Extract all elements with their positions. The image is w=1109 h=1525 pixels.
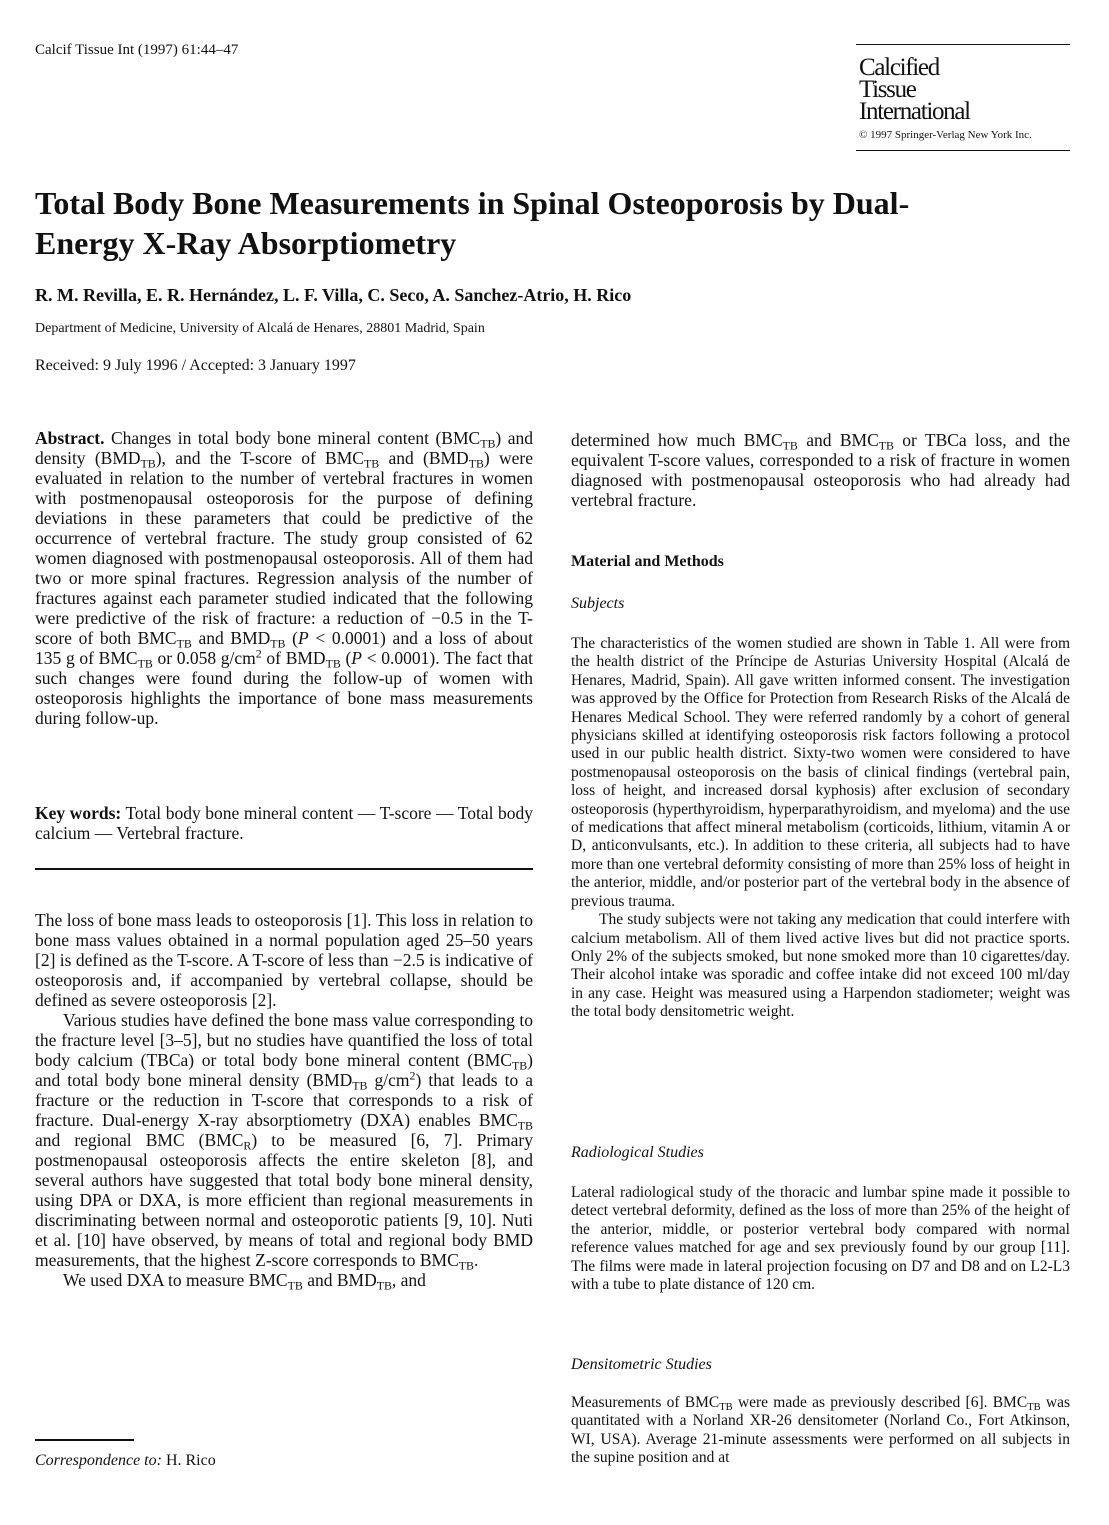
journal-logo-box: [856, 44, 1070, 151]
section-heading-methods: Material and Methods: [571, 553, 724, 570]
subheading-radiological: Radiological Studies: [571, 1144, 704, 1161]
copyright-line: © 1997 Springer-Verlag New York Inc.: [859, 129, 1032, 141]
article-title: Total Body Bone Measurements in Spinal Osteoporosis by Dual-Energy X-Ray Absorptiometry: [35, 185, 910, 261]
received-dates: Received: 9 July 1996 / Accepted: 3 January 1997: [35, 357, 356, 374]
author-list: R. M. Revilla, E. R. Hernández, L. F. Villa, C. Seco, A. Sanchez-Atrio, H. Rico: [35, 285, 632, 305]
keywords-paragraph: [35, 803, 533, 843]
correspondence-footnote: [35, 1452, 216, 1470]
keywords-text: Total body bone mineral content — T-score — Total body calcium — Vertebral fracture.: [35, 803, 533, 843]
subheading-densitometric: Densitometric Studies: [571, 1356, 712, 1373]
subjects-text: The characteristics of the women studied are shown in Table 1. All were from the health district of the Príncipe de Asturias University Hospital (Alcalá de Henares, Madrid, Spain). All gave written informed consent. The investigation was approved by the Office for Protection from Research Risks of the Alcalá de Henares Medical School. They were referred randomly by a cohort of general physicians skilled at identifying osteoporosis risk factors following a protocol used in our public health district. Sixty-two women were considered to have postmenopausal osteoporosis on the basis of clinical findings (vertebral pain, loss of height, and increased dorsal kyphosis) after exclusion of secondary osteoporosis (hyperthyroidism, hyperparathyroidism, and myeloma) and the use of medications that affect mineral metabolism (corticoids, lithium, vitamin A or D, anticonvulsants, etc.). In addition to these criteria, all subjects had to have more than one vertebral deformity consisting of more than 25% loss of height in the anterior, middle, and/or posterior part of the vertebral body in the absence of previous trauma. The study subjects were not taking any medication that could interfere with calcium metabolism. All of them lived active lives but did not practice sports. Only 2% of the subjects smoked, but none smoked more than 10 cigarettes/day. Their alcohol intake was sporadic and coffee intake did not exceed 100 ml/day in any case. Height was measured using a Harpendon stadiometer; weight was the total body densitometric weight.: [571, 635, 1070, 1021]
subheading-subjects: Subjects: [571, 595, 625, 612]
keywords-label: Key words:: [35, 803, 122, 823]
journal-logo: Calcified Tissue International: [859, 54, 970, 125]
abstract-label: Abstract.: [35, 428, 105, 448]
correspondence-name: H. Rico: [165, 1452, 216, 1469]
abstract-paragraph: Abstract. Changes in total body bone mineral content $(BMC_{TB})$ and density $(BMD_{TB})$, and the T-score of $BMC_{TB}$ and $(BMD_{TB})$ were evaluated in relation to the number of vertebral fractures in women with postmenopausal osteoporosis for the purpose of defining deviations in these parameters that could be predictive of the occurrence of vertebral fracture. The study group consisted of 62 women diagnosed with postmenopausal osteoporosis. All of them had two or more spinal fractures. Regression analysis of the number of fractures against each parameter studied indicated that the following were predictive of the risk of fracture: a reduction of −0.5 in the T-score of both $BMC_{TB}$ and $BMD_{TB}$ (P < 0.0001) and a loss of about 135 g of $BMC_{TB}$ or 0.058 $g/cm^2$ of $BMD_{TB}$ (P < 0.0001). The fact that such changes were found during the follow-up of women with osteoporosis highlights the importance of bone mass measurements during follow-up.: [35, 428, 534, 728]
running-head: Calcif Tissue Int (1997) 61:44–47: [35, 42, 239, 58]
affiliation: Department of Medicine, University of Alcalá de Henares, 28801 Madrid, Spain: [35, 321, 485, 336]
abstract-divider: [35, 868, 533, 870]
radiological-text: Lateral radiological study of the thoracic and lumbar spine made it possible to detect vertebral deformity, defined as the loss of more than 25% of the height of the anterior, middle, or posterior vertebral body compared with normal reference values matched for age and sex previously found by our group [11]. The films were made in lateral projection focusing on D7 and D8 and on L2-L3 with a tube to plate distance of 120 cm.: [571, 1184, 1070, 1294]
introduction-continued: determined how much $BMC_{TB}$ and $BMC_{TB}$ or TBCa loss, and the equivalent T-score values, corresponded to a risk of fracture in women diagnosed with postmenopausal osteoporosis who had already had vertebral fracture.: [571, 430, 1070, 510]
correspondence-label: Correspondence to:: [35, 1452, 162, 1469]
footnote-divider: [35, 1439, 134, 1441]
densitometric-text: Measurements of $BMC_{TB}$ were made as previously described [6]. $BMC_{TB}$ was quantitated with a Norland XR-26 densitometer (Norland Co., Fort Atkinson, WI, USA). Average 21-minute assessments were performed on all subjects in the supine position and at: [571, 1394, 1070, 1467]
introduction-text: The loss of bone mass leads to osteoporosis [1]. This loss in relation to bone mass values obtained in a normal population aged 25–50 years [2] is defined as the T-score. A T-score of less than −2.5 is indicative of osteoporosis and, if accompanied by vertebral collapse, should be defined as severe osteoporosis [2]. Various studies have defined the bone mass value corresponding to the fracture level [3–5], but no studies have quantified the loss of total body calcium (TBCa) or total body bone mineral content $(BMC_{TB})$ and total body bone mineral density ($BMD_{TB}$ $g/cm^2$) that leads to a fracture or the reduction in T-score that corresponds to a risk of fracture. Dual-energy X-ray absorptiometry (DXA) enables $BMC_{TB}$ and regional BMC $(BMC_R)$ to be measured [6, 7]. Primary postmenopausal osteoporosis affects the entire skeleton [8], and several authors have suggested that total body bone mineral density, using DPA or DXA, is more efficient than regional measurements in discriminating between normal and osteoporotic patients [9, 10]. Nuti et al. [10] have observed, by means of total and regional body BMD measurements, that the highest Z-score corresponds to $BMC_{TB}$. We used DXA to measure $BMC_{TB}$ and $BMD_{TB}$, and: [35, 910, 533, 1293]
